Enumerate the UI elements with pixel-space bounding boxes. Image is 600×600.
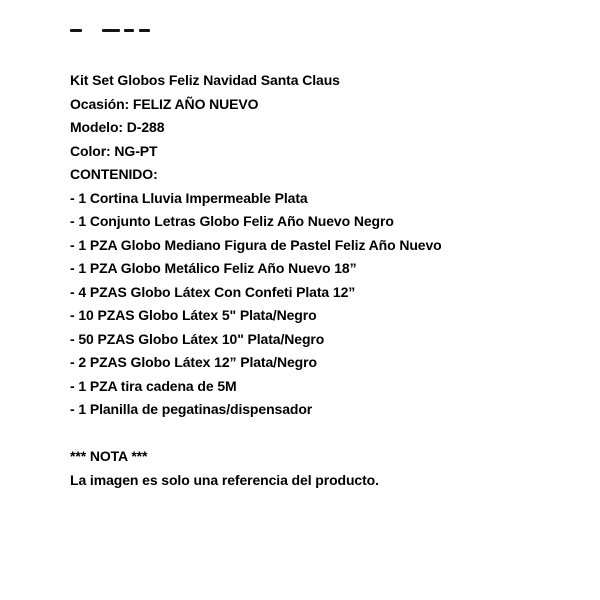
contents-item: - 1 PZA tira cadena de 5M (70, 377, 237, 394)
contents-item: - 1 PZA Globo Mediano Figura de Pastel Feliz Año Nuevo (70, 236, 442, 253)
truncated-text-fragment (139, 29, 150, 32)
product-title: Kit Set Globos Feliz Navidad Santa Claus (70, 72, 340, 88)
contents-item: - 1 Planilla de pegatinas/dispensador (70, 401, 313, 417)
contents-item: - 50 PZAS Globo Látex 10" Plata/Negro (70, 330, 325, 347)
truncated-text-fragment (70, 29, 82, 32)
note-body: La imagen es solo una referencia del producto. (70, 471, 379, 488)
truncated-text-fragment (124, 29, 134, 32)
product-description-block (70, 69, 570, 492)
contents-heading: CONTENIDO: (70, 166, 158, 182)
contents-item: - 1 Conjunto Letras Globo Feliz Año Nuevo Negro (70, 213, 394, 229)
contents-item: - 2 PZAS Globo Látex 12” Plata/Negro (70, 354, 317, 370)
contents-item: - 10 PZAS Globo Látex 5" Plata/Negro (70, 307, 317, 323)
product-attribute-model: Modelo: D-288 (70, 119, 165, 135)
contents-item: - 1 PZA Globo Metálico Feliz Año Nuevo 18” (70, 260, 357, 276)
note-heading: *** NOTA *** (70, 448, 148, 464)
blank-line-spacer (70, 422, 570, 446)
truncated-text-fragment (102, 29, 120, 32)
product-attribute-occasion: Ocasión: FELIZ AÑO NUEVO (70, 95, 259, 112)
contents-item: - 1 Cortina Lluvia Impermeable Plata (70, 189, 308, 206)
contents-item: - 4 PZAS Globo Látex Con Confeti Plata 12” (70, 283, 356, 300)
product-attribute-color: Color: NG-PT (70, 142, 158, 159)
